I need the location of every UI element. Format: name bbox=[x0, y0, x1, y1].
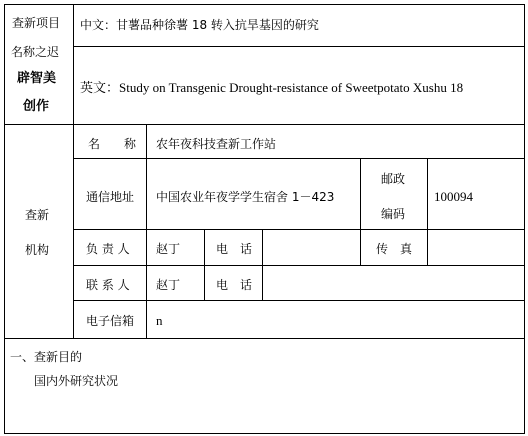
contact-value: 赵丁 bbox=[156, 278, 181, 292]
row-divider bbox=[4, 124, 525, 125]
contact-label: 联 系 人 bbox=[86, 278, 130, 292]
table-border-right bbox=[524, 4, 525, 434]
row-divider bbox=[74, 229, 525, 230]
postcode-label: 编码 bbox=[381, 207, 406, 221]
address-label: 通信地址 bbox=[86, 190, 135, 204]
col-divider bbox=[146, 124, 147, 339]
manager-label: 负 责 人 bbox=[86, 242, 130, 256]
row-divider bbox=[74, 46, 525, 47]
institution-label: 查新 bbox=[25, 208, 50, 222]
row-divider bbox=[74, 300, 525, 301]
table-border-top bbox=[4, 4, 525, 5]
institution-label: 机构 bbox=[25, 243, 50, 257]
project-label: 辟智美 bbox=[17, 71, 57, 86]
section-heading: 一、查新目的 bbox=[10, 350, 83, 364]
row-divider bbox=[4, 338, 525, 339]
fax-label: 传 真 bbox=[376, 242, 413, 256]
address-value: 中国农业年夜学学生宿舍 1－423 bbox=[156, 190, 335, 204]
project-label: 创作 bbox=[23, 99, 50, 114]
postcode-value: 100094 bbox=[434, 189, 473, 204]
col-divider bbox=[427, 158, 428, 265]
project-label: 名称之迟 bbox=[11, 45, 60, 59]
email-label: 电子信箱 bbox=[86, 314, 135, 328]
col-divider bbox=[204, 229, 205, 301]
col-divider bbox=[262, 229, 263, 301]
manager-value: 赵丁 bbox=[156, 242, 181, 256]
english-title: 英文：Study on Transgenic Drought-resistance of Sweetpotato Xushu 18 bbox=[80, 80, 464, 95]
postcode-label: 邮政 bbox=[381, 172, 406, 186]
section-subheading: 国内外研究状况 bbox=[34, 374, 119, 388]
phone2-label: 电 话 bbox=[216, 278, 253, 292]
row-divider bbox=[74, 158, 525, 159]
email-value: n bbox=[156, 313, 163, 328]
chinese-title: 中文：甘薯品种徐薯 18 转入抗旱基因的研究 bbox=[80, 18, 319, 32]
phone-label: 电 话 bbox=[216, 242, 253, 256]
name-label: 名 称 bbox=[88, 137, 137, 151]
row-divider bbox=[74, 265, 525, 266]
col-divider bbox=[360, 158, 361, 265]
table-border-bottom bbox=[4, 433, 525, 434]
table-border-left bbox=[4, 4, 5, 434]
name-value: 农年夜科技查新工作站 bbox=[156, 137, 277, 151]
col-divider bbox=[73, 4, 74, 339]
project-label: 查新项目 bbox=[12, 16, 61, 30]
